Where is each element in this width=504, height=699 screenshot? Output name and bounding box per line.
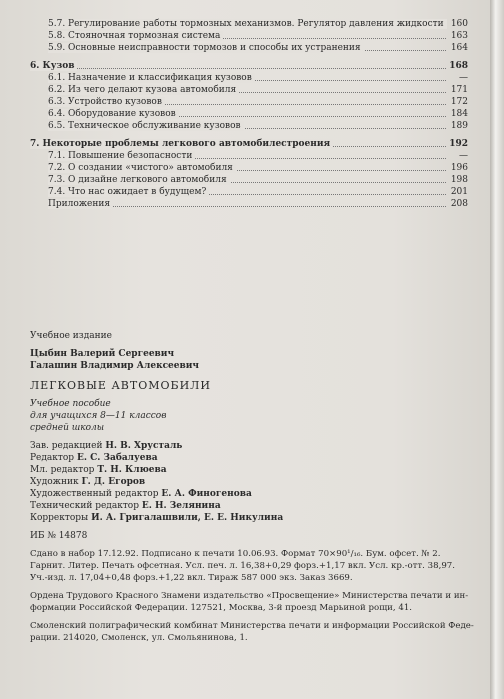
toc-page-number: 168	[449, 61, 468, 71]
toc-chapter	[30, 60, 468, 72]
staff-role: Художник	[30, 477, 79, 487]
staff-name: Т. Н. Клюева	[97, 465, 167, 475]
staff-line	[30, 476, 470, 488]
toc-page-number: 198	[450, 175, 468, 185]
toc-entry-title: 6.1. Назначение и классификация кузовов	[48, 73, 255, 83]
imprint	[30, 330, 474, 644]
staff-role: Редактор	[30, 453, 75, 463]
staff-list	[30, 440, 470, 524]
edition-type: Учебное издание	[30, 331, 112, 341]
toc-entry	[30, 72, 468, 84]
toc-page-number: 172	[450, 97, 468, 107]
author-2: Галашин Владимир Алексеевич	[30, 361, 200, 371]
toc-page-number: 189	[450, 121, 468, 131]
toc-entry-title: 6.2. Из чего делают кузова автомобиля	[48, 85, 239, 95]
toc-entry	[30, 198, 468, 210]
toc-entry-title: 5.7. Регулирование работы тормозных механизмов. Регулятор давления жидкости	[48, 19, 447, 29]
toc-page-number: 163	[450, 31, 468, 41]
toc-entry	[30, 174, 468, 186]
author-1: Цыбин Валерий Сергеевич	[30, 349, 175, 359]
toc-page-number: —	[459, 73, 468, 83]
toc-entry-title: 6.4. Оборудование кузовов	[48, 109, 179, 119]
toc-page-number: 164	[450, 43, 468, 53]
page-edge	[490, 0, 504, 699]
staff-name: Е. С. Забалуева	[76, 453, 158, 463]
staff-line	[30, 452, 470, 464]
toc-entry-title: 7. Некоторые проблемы легкового автомобилестроения	[30, 139, 333, 149]
print-info-2: Гарнит. Литер. Печать офсетная. Усл. печ. л. 16,38+0,29 форз.+1,17 вкл. Усл. кр.-отт. 38,97.	[30, 561, 455, 571]
staff-name: Е. А. Финогенова	[161, 489, 252, 499]
staff-name: И. А. Григалашвили, Е. Е. Никулина	[91, 513, 284, 523]
staff-name: Г. Д. Егоров	[81, 477, 146, 487]
toc-page-number: 201	[450, 187, 468, 197]
toc-entry	[30, 96, 468, 108]
toc-entry-title: 7.4. Что нас ожидает в будущем?	[48, 187, 209, 197]
staff-name: Н. В. Хрусталь	[105, 441, 183, 451]
ib-number: ИБ № 14878	[30, 531, 88, 541]
staff-role: Технический редактор	[30, 501, 139, 511]
staff-role: Зав. редакцией	[30, 441, 103, 451]
staff-name: Е. Н. Зелянина	[141, 501, 221, 511]
toc-entry	[30, 162, 468, 174]
book-title: ЛЕГКОВЫЕ АВТОМОБИЛИ	[30, 379, 211, 392]
staff-role: Художественный редактор	[30, 489, 159, 499]
toc-leader-dots	[30, 68, 446, 69]
staff-line	[30, 512, 470, 524]
toc-entry-title: Приложения	[48, 199, 113, 209]
toc-entry-title: 5.9. Основные неисправности тормозов и способы их устранения	[48, 43, 364, 53]
toc-entry-title: 7.1. Повышение безопасности	[48, 151, 195, 161]
staff-line	[30, 500, 470, 512]
toc-page-number: 208	[450, 199, 468, 209]
print-info-3: Уч.-изд. л. 17,04+0,48 форз.+1,22 вкл. Тираж 587 000 экз. Заказ 3669.	[30, 573, 353, 583]
toc-page-number: 196	[450, 163, 468, 173]
toc-entry	[30, 30, 468, 42]
toc-entry-title: 5.8. Стояночная тормозная система	[48, 31, 223, 41]
toc-entry	[30, 120, 468, 132]
staff-line	[30, 488, 470, 500]
toc-entry	[30, 42, 468, 54]
toc-entry	[30, 84, 468, 96]
toc-page-number: 171	[450, 85, 468, 95]
toc-entry-title: 6.5. Техническое обслуживание кузовов	[48, 121, 244, 131]
toc-chapter	[30, 138, 468, 150]
subtitle-2: для учащихся 8—11 классов	[30, 411, 167, 421]
printing-plant-2: рации. 214020, Смоленск, ул. Смольянинова, 1.	[30, 633, 248, 643]
subtitle-1: Учебное пособие	[30, 399, 111, 409]
print-info-1: Сдано в набор 17.12.92. Подписано к печати 10.06.93. Формат 70×90¹/₁₆. Бум. офсет. № 2.	[30, 549, 441, 559]
toc-entry-title: 7.3. О дизайне легкового автомобиля	[48, 175, 230, 185]
toc-page-number: 160	[450, 19, 468, 29]
staff-line	[30, 464, 470, 476]
toc-page-number: 184	[450, 109, 468, 119]
toc-entry-title: 7.2. О создании «чистого» автомобиля	[48, 163, 236, 173]
toc-entry-title: 6.3. Устройство кузовов	[48, 97, 165, 107]
toc-entry	[30, 108, 468, 120]
staff-line	[30, 440, 470, 452]
toc-entry	[30, 186, 468, 198]
table-of-contents	[30, 18, 468, 210]
toc-entry	[30, 150, 468, 162]
toc-page-number: 192	[449, 139, 468, 149]
toc-page-number: —	[459, 151, 468, 161]
toc-entry-title: 6. Кузов	[30, 61, 77, 71]
publisher-1: Ордена Трудового Красного Знамени издательство «Просвещение» Министерства печати и ин-	[30, 591, 469, 601]
toc-entry	[30, 18, 468, 30]
staff-role: Мл. редактор	[30, 465, 95, 475]
printing-plant-1: Смоленский полиграфический комбинат Министерства печати и информации Российской Феде-	[30, 621, 474, 631]
subtitle-3: средней школы	[30, 423, 105, 433]
staff-role: Корректоры	[30, 513, 89, 523]
publisher-2: формации Российской Федерации. 127521, Москва, 3-й проезд Марьиной рощи, 41.	[30, 603, 413, 613]
